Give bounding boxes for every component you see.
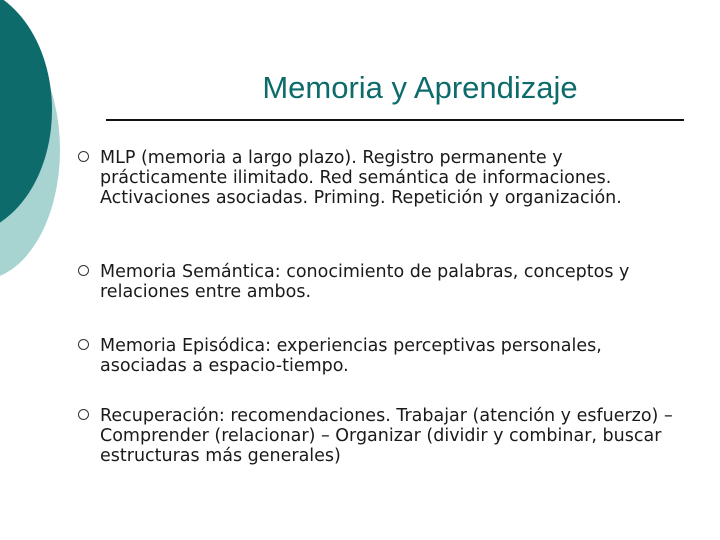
hollow-circle-bullet-icon: [78, 265, 89, 276]
hollow-circle-bullet-icon: [78, 151, 89, 162]
title-divider: [106, 119, 684, 121]
bullet-item: [78, 406, 698, 466]
slide-title: Memoria y Aprendizaje: [262, 70, 578, 105]
bullet-text: MLP (memoria a largo plazo). Registro permanente y prácticamente ilimitado. Red semántica de informaciones. Activaciones asociadas. Priming. Repetición y organización.: [100, 148, 622, 208]
bullet-item: [78, 148, 698, 208]
bullet-item: [78, 336, 698, 376]
bullet-text: Recuperación: recomendaciones. Trabajar (atención y esfuerzo) – Comprender (relacionar) – Organizar (dividir y combinar, buscar estructuras más generales): [100, 406, 673, 466]
bullet-text: Memoria Episódica: experiencias perceptivas personales, asociadas a espacio-tiempo.: [100, 336, 602, 376]
hollow-circle-bullet-icon: [78, 339, 89, 350]
bullet-item: [78, 262, 698, 302]
hollow-circle-bullet-icon: [78, 409, 89, 420]
bullet-text: Memoria Semántica: conocimiento de palabras, conceptos y relaciones entre ambos.: [100, 262, 630, 302]
